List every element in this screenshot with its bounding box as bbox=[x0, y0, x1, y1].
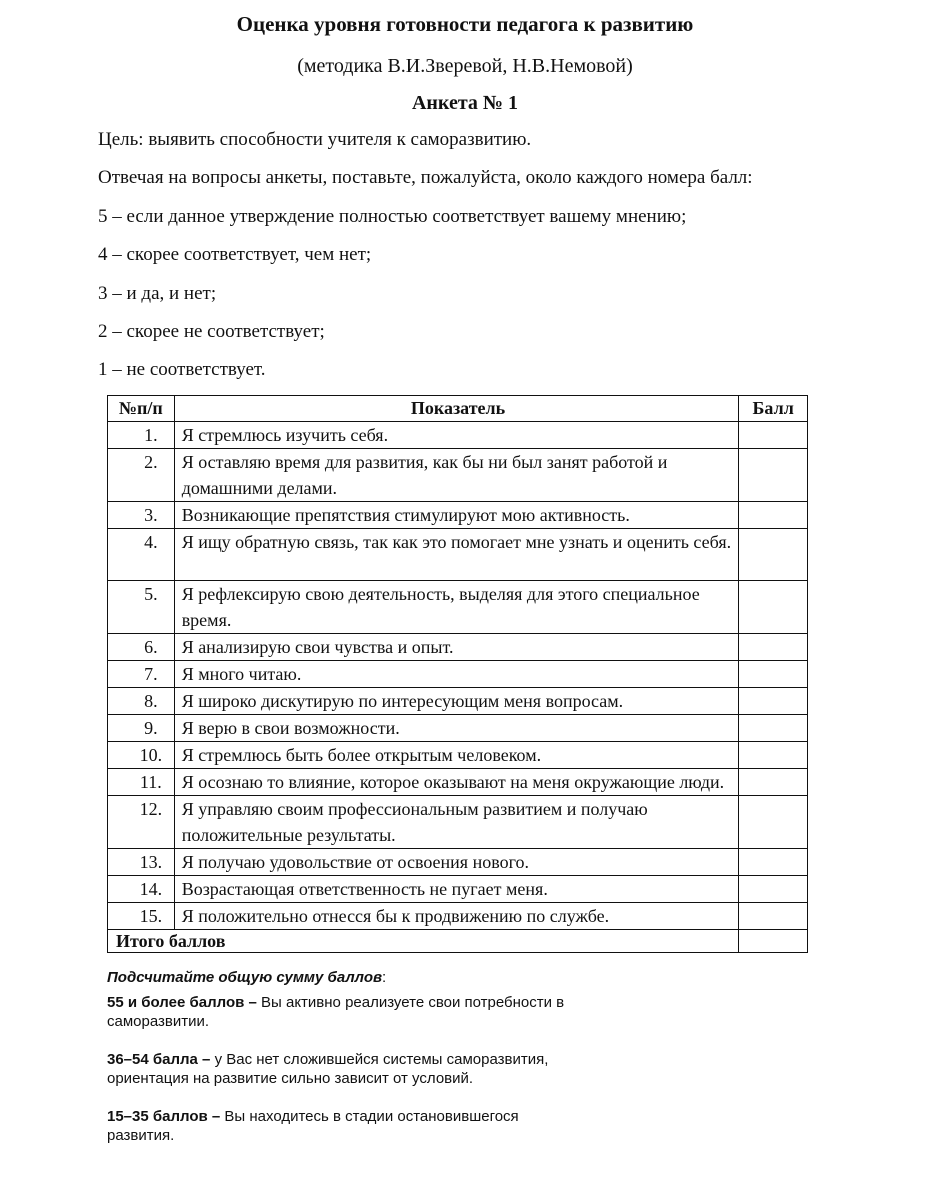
survey-table bbox=[107, 395, 808, 953]
table-row bbox=[108, 688, 808, 715]
scale-item-1: 1 – не соответствует. bbox=[98, 359, 266, 381]
table-row bbox=[108, 769, 808, 796]
scale-item-2: 2 – скорее не соответствует; bbox=[98, 320, 325, 342]
row-number: 1. bbox=[108, 422, 175, 449]
table-row bbox=[108, 876, 808, 903]
result-range: 55 и более баллов bbox=[107, 994, 245, 1011]
row-number: 3. bbox=[108, 502, 175, 529]
row-indicator: Я положительно отнесся бы к продвижению по службе. bbox=[174, 903, 739, 930]
row-number: 10. bbox=[108, 742, 175, 769]
score-cell[interactable] bbox=[739, 529, 808, 581]
score-cell[interactable] bbox=[739, 796, 808, 849]
table-row bbox=[108, 742, 808, 769]
score-cell[interactable] bbox=[739, 876, 808, 903]
row-indicator: Я оставляю время для развития, как бы ни был занят работой и домашними делами. bbox=[174, 449, 739, 502]
row-number: 15. bbox=[108, 903, 175, 930]
header-score: Балл bbox=[739, 396, 808, 422]
row-indicator: Я анализирую свои чувства и опыт. bbox=[174, 634, 739, 661]
score-cell[interactable] bbox=[739, 769, 808, 796]
scale-item-5: 5 – если данное утверждение полностью соответствует вашему мнению; bbox=[98, 205, 687, 227]
results-section bbox=[107, 968, 567, 1145]
scale-item-3: 3 – и да, и нет; bbox=[98, 282, 217, 304]
result-dash: – bbox=[197, 1051, 215, 1068]
table-row bbox=[108, 422, 808, 449]
row-indicator: Я верю в свои возможности. bbox=[174, 715, 739, 742]
instruction-text: Отвечая на вопросы анкеты, поставьте, пожалуйста, около каждого номера балл: bbox=[98, 167, 753, 189]
row-number: 7. bbox=[108, 661, 175, 688]
row-indicator: Я получаю удовольствие от освоения нового. bbox=[174, 849, 739, 876]
result-medium bbox=[107, 1050, 567, 1088]
row-indicator: Я стремлюсь изучить себя. bbox=[174, 422, 739, 449]
score-cell[interactable] bbox=[739, 715, 808, 742]
table-row bbox=[108, 661, 808, 688]
row-number: 11. bbox=[108, 769, 175, 796]
result-low bbox=[107, 1107, 567, 1145]
questionnaire-number: Анкета № 1 bbox=[411, 92, 519, 114]
row-number: 8. bbox=[108, 688, 175, 715]
row-indicator: Я стремлюсь быть более открытым человеком. bbox=[174, 742, 739, 769]
score-cell[interactable] bbox=[739, 661, 808, 688]
score-cell[interactable] bbox=[739, 502, 808, 529]
row-indicator: Я ищу обратную связь, так как это помогает мне узнать и оценить себя. bbox=[174, 529, 739, 581]
score-cell[interactable] bbox=[739, 688, 808, 715]
row-number: 9. bbox=[108, 715, 175, 742]
page-title: Оценка уровня готовности педагога к развитию bbox=[236, 12, 694, 36]
scale-item-4: 4 – скорее соответствует, чем нет; bbox=[98, 244, 372, 266]
row-indicator: Я управляю своим профессиональным развитием и получаю положительные результаты. bbox=[174, 796, 739, 849]
results-heading-text: Подсчитайте общую сумму баллов bbox=[107, 969, 383, 986]
row-number: 6. bbox=[108, 634, 175, 661]
results-heading bbox=[107, 968, 567, 987]
table-row bbox=[108, 796, 808, 849]
page-subtitle: (методика В.И.Зверевой, Н.В.Немовой) bbox=[297, 55, 633, 77]
total-label: Итого баллов bbox=[108, 930, 739, 953]
result-dash: – bbox=[244, 994, 262, 1011]
result-dash: – bbox=[207, 1108, 225, 1125]
result-description: Вы находитесь в стадии остановившегося развития. bbox=[107, 1108, 519, 1144]
score-cell[interactable] bbox=[739, 742, 808, 769]
row-indicator: Я много читаю. bbox=[174, 661, 739, 688]
table-row bbox=[108, 634, 808, 661]
row-indicator: Я рефлексирую свою деятельность, выделяя для этого специальное время. bbox=[174, 581, 739, 634]
results-heading-colon: : bbox=[382, 969, 387, 986]
table-row bbox=[108, 849, 808, 876]
table-row bbox=[108, 529, 808, 581]
row-number: 13. bbox=[108, 849, 175, 876]
header-number: №п/п bbox=[108, 396, 175, 422]
score-cell[interactable] bbox=[739, 422, 808, 449]
score-cell[interactable] bbox=[739, 581, 808, 634]
goal-text: Цель: выявить способности учителя к саморазвитию. bbox=[98, 129, 532, 150]
table-row bbox=[108, 903, 808, 930]
intro-section bbox=[98, 128, 858, 397]
score-cell[interactable] bbox=[739, 634, 808, 661]
row-indicator: Я широко дискутирую по интересующим меня вопросам. bbox=[174, 688, 739, 715]
row-number: 2. bbox=[108, 449, 175, 502]
score-cell[interactable] bbox=[739, 449, 808, 502]
result-description: Вы активно реализуете свои потребности в саморазвитии. bbox=[107, 994, 565, 1030]
score-cell[interactable] bbox=[739, 849, 808, 876]
result-range: 15–35 баллов bbox=[107, 1108, 208, 1125]
score-cell[interactable] bbox=[739, 903, 808, 930]
row-number: 14. bbox=[108, 876, 175, 903]
table-row bbox=[108, 581, 808, 634]
row-indicator: Я осознаю то влияние, которое оказывают на меня окружающие люди. bbox=[174, 769, 739, 796]
table-row bbox=[108, 715, 808, 742]
total-row bbox=[108, 930, 808, 953]
table-header-row bbox=[108, 396, 808, 422]
result-range: 36–54 балла bbox=[107, 1051, 198, 1068]
result-high bbox=[107, 993, 567, 1031]
total-score-cell[interactable] bbox=[739, 930, 808, 953]
row-indicator: Возрастающая ответственность не пугает меня. bbox=[174, 876, 739, 903]
row-number: 4. bbox=[108, 529, 175, 581]
row-number: 12. bbox=[108, 796, 175, 849]
row-indicator: Возникающие препятствия стимулируют мою активность. bbox=[174, 502, 739, 529]
table-row bbox=[108, 502, 808, 529]
row-number: 5. bbox=[108, 581, 175, 634]
table-row bbox=[108, 449, 808, 502]
header-indicator: Показатель bbox=[174, 396, 739, 422]
result-description: у Вас нет сложившейся системы саморазвития, ориентация на развитие сильно зависит от условий. bbox=[107, 1051, 549, 1087]
